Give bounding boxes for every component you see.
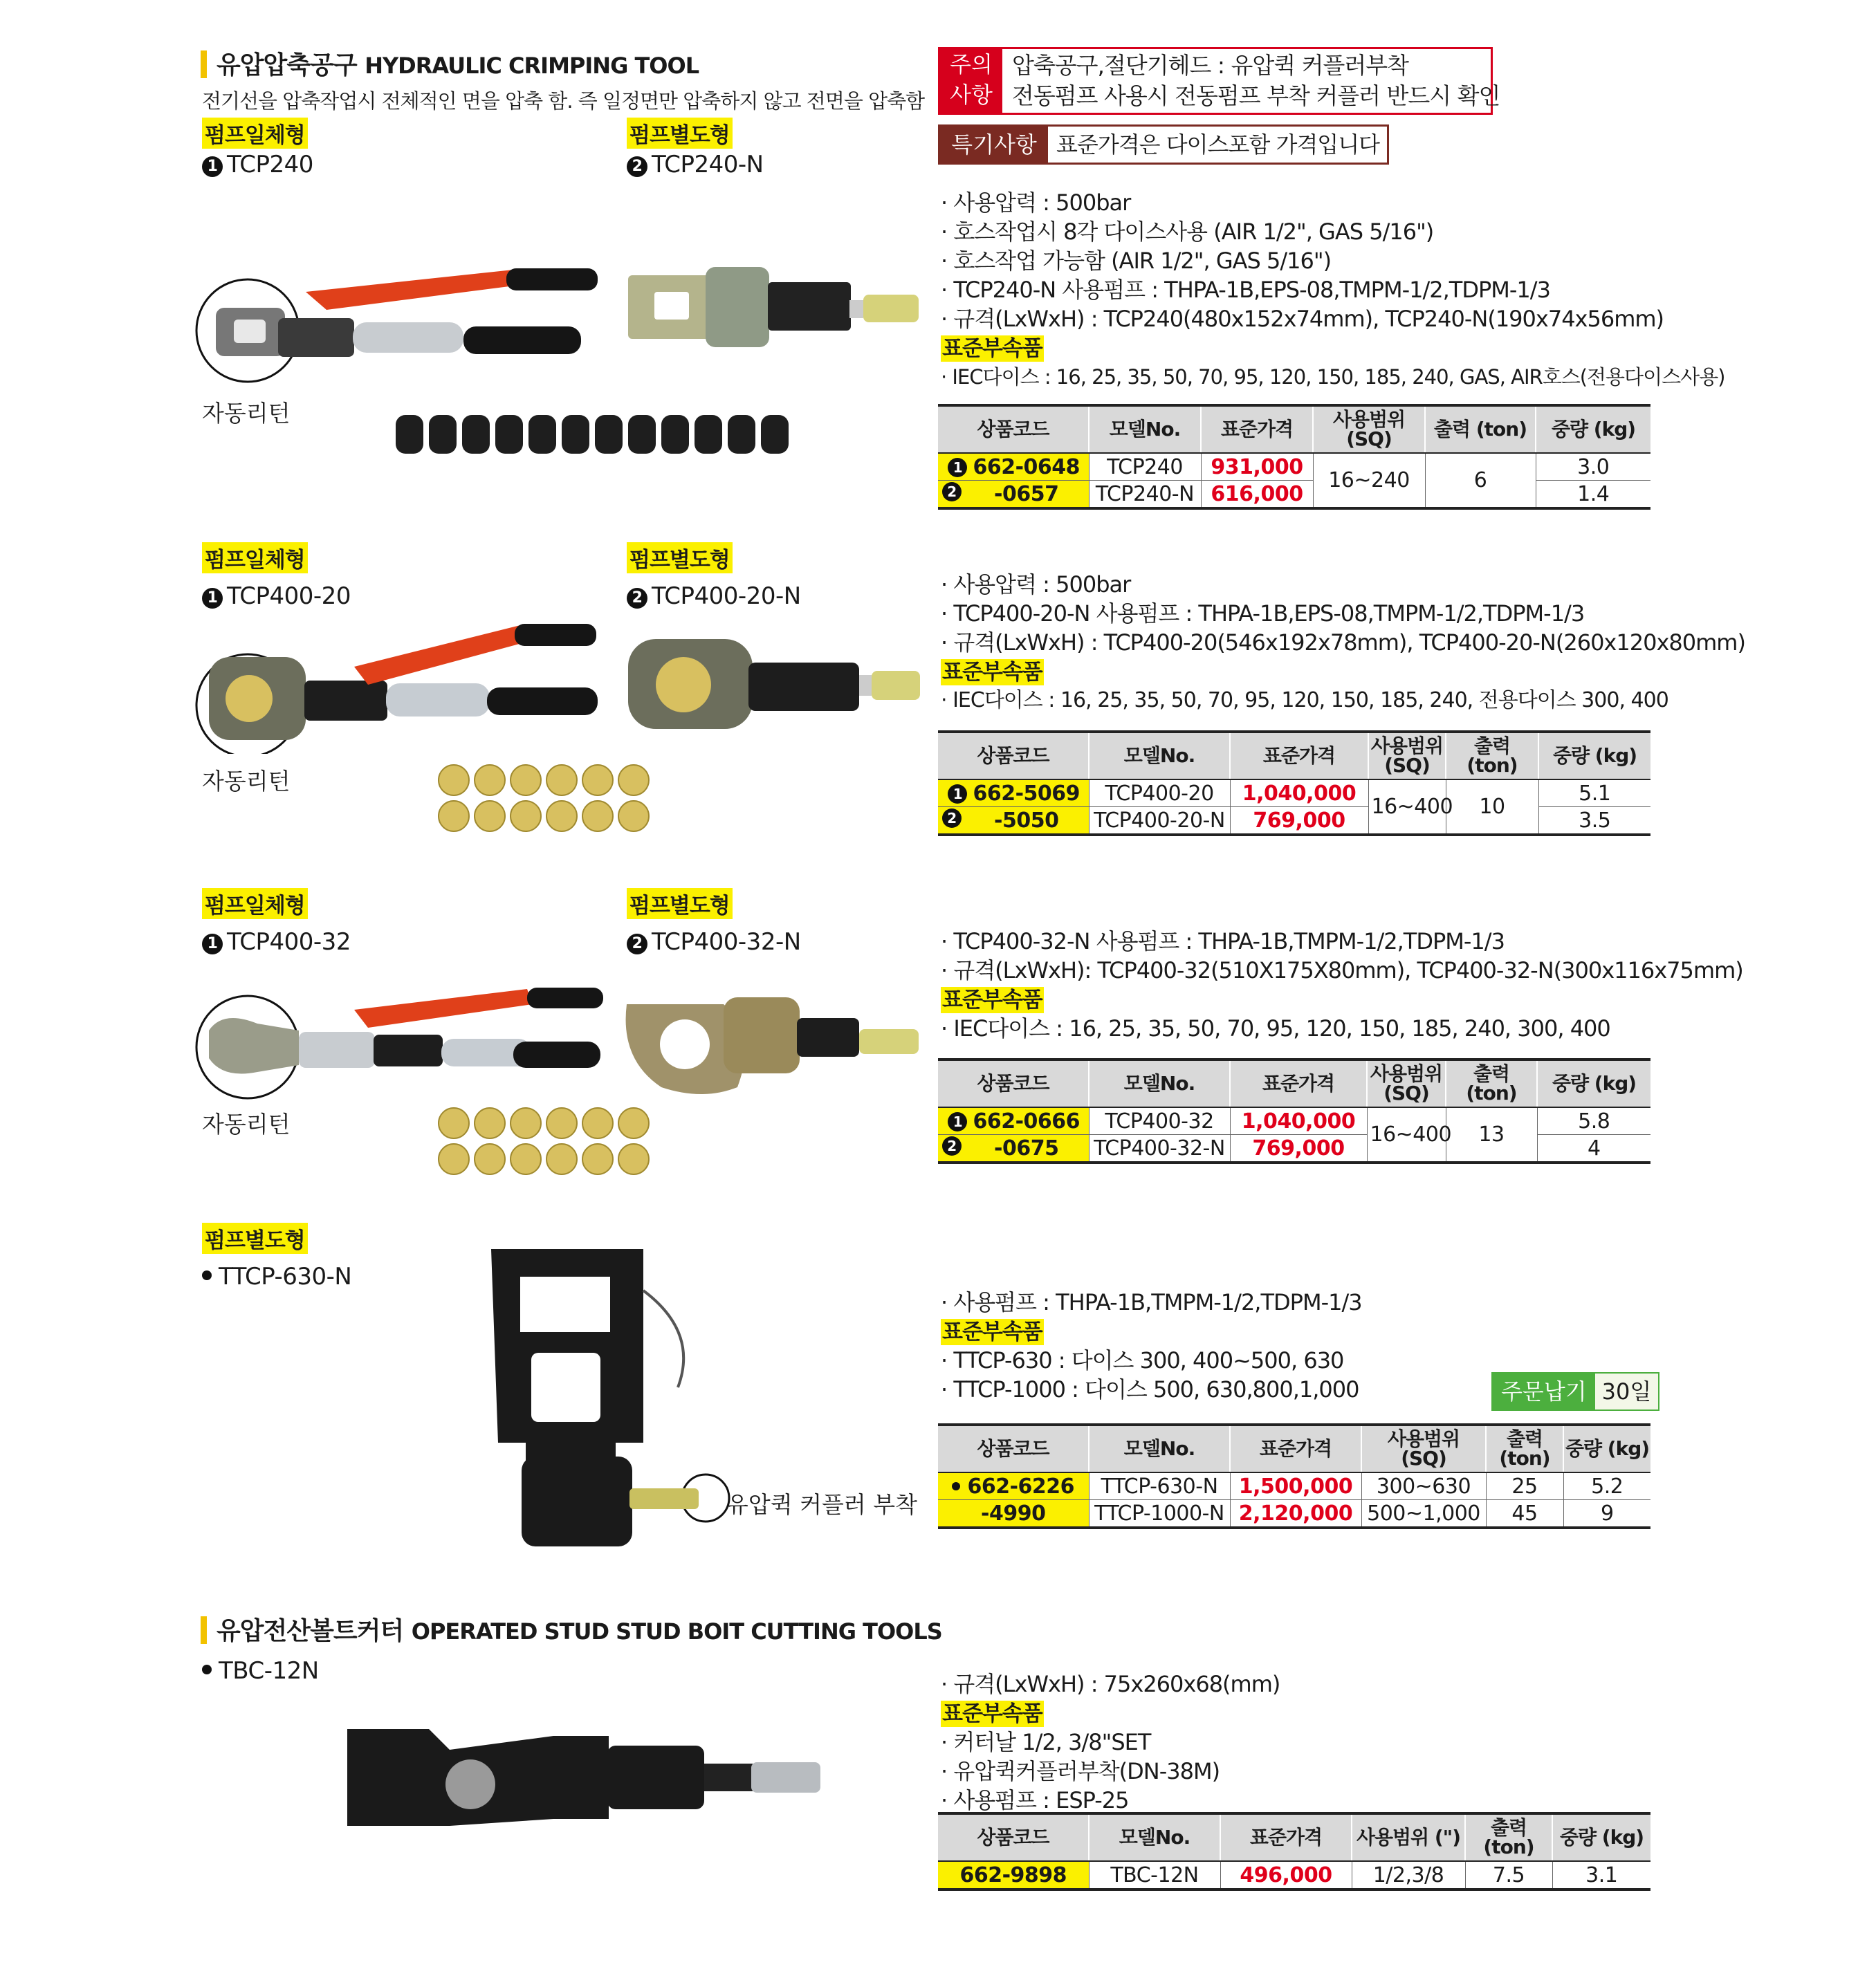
cutter-section-title: 유압전산볼트커터 OPERATED STUD STUD BOIT CUTTING TOOLS: [201, 1611, 942, 1647]
pump-integrated-tag: 펌프일체형: [202, 118, 308, 149]
crimping-tool-image: [195, 982, 617, 1100]
model-label: 1 TCP240: [202, 151, 313, 178]
auto-return-label: 자동리턴: [202, 400, 291, 427]
dies-set-image: [436, 761, 664, 837]
product-table: 상품코드 모델No. 표준가격 사용범위 (SQ) 출력 (ton) 중량 (kg) 662-6226 TTCP-630-N 1,500,000 300~630 25 5.2 -4990 TTCP-1000-N 2,120,000 500~1,000 45 9: [938, 1423, 1650, 1529]
pump-integrated-tag: 펌프일체형: [202, 542, 308, 573]
coupler-note: 유압퀵 커플러 부착: [726, 1491, 918, 1518]
table-row: 2 -0675 TCP400-32-N 769,000 4: [938, 1135, 1650, 1163]
pump-separate-tag: 펌프별도형: [202, 1223, 308, 1254]
spec-list: · 사용압력 : 500bar · TCP400-20-N 사용펌프 : THPA-1B,EPS-08,TMPM-1/2,TDPM-1/3 · 규격(LxWxH) : TCP400-20(546x192x78mm), TCP400-20-N(260x120x80mm) 표준부속품 · IEC다이스 : 16, 25, 35, 50, 70, 95, 120, 150, 185, 240, 전용다이스 300, 400: [941, 571, 1745, 712]
product-table: 상품코드 모델No. 표준가격 사용범위 (SQ) 출력 (ton) 중량 (kg) 1 662-0648 TCP240 931,000 16~240 6 3.0 2 -0657 TCP240-N 616,000 1.4: [938, 404, 1650, 510]
delivery-badge: 주문납기 30일: [1491, 1372, 1659, 1411]
auto-return-label: 자동리턴: [202, 1111, 291, 1138]
dies-set-image: [393, 409, 790, 459]
section-description: 전기선을 압축작업시 전체적인 면을 압축 함. 즉 일정면만 압축하지 않고 전면을 압축함: [202, 89, 925, 113]
pump-separate-tag: 펌프별도형: [627, 542, 733, 573]
spec-list: · 사용압력 : 500bar · 호스작업시 8각 다이스사용 (AIR 1/2", GAS 5/16") · 호스작업 가능함 (AIR 1/2", GAS 5/16") · TCP240-N 사용펌프 : THPA-1B,EPS-08,TMPM-1/2,TDPM-1/3 · 규격(LxWxH) : TCP240(480x152x74mm), TCP240-N(190x74x56mm) 표준부속품 · IEC다이스 : 16, 25, 35, 50, 70, 95, 120, 150, 185, 240, GAS, AIR호스(전용다이스사용): [941, 190, 1725, 389]
auto-return-label: 자동리턴: [202, 768, 291, 795]
table-row: 1 662-5069 TCP400-20 1,040,000 16~400 10 5.1: [938, 779, 1650, 807]
accessory-tag: 표준부속품: [942, 1320, 1042, 1344]
product-table: 상품코드 모델No. 표준가격 사용범위 (SQ) 출력 (ton) 중량 (kg) 1 662-5069 TCP400-20 1,040,000 16~400 10 5.1 2 -5050 TCP400-20-N 769,000 3.5: [938, 730, 1650, 836]
spec-list: · 규격(LxWxH) : 75x260x68(mm) 표준부속품 · 커터날 1/2, 3/8"SET · 유압퀵커플러부착(DN-38M) · 사용펌프 : ESP-25: [941, 1671, 1280, 1813]
dies-set-image: [436, 1104, 664, 1180]
table-row: 662-9898 TBC-12N 496,000 1/2,3/8 7.5 3.1: [938, 1861, 1650, 1889]
pump-integrated-tag: 펌프일체형: [202, 888, 308, 919]
section-title: 유압압축공구 HYDRAULIC CRIMPING TOOL: [201, 46, 699, 81]
spec-list: · TCP400-32-N 사용펌프 : THPA-1B,TMPM-1/2,TDPM-1/3 · 규격(LxWxH): TCP400-32(510X175X80mm), TCP400-32-N(300x116x75mm) 표준부속품 · IEC다이스 : 16, 25, 35, 50, 70, 95, 120, 150, 185, 240, 300, 400: [941, 928, 1743, 1042]
notice-box: [938, 47, 1500, 115]
product-table: 상품코드 모델No. 표준가격 사용범위 (") 출력 (ton) 중량 (kg) 662-9898 TBC-12N 496,000 1/2,3/8 7.5 3.1: [938, 1812, 1650, 1891]
accessory-tag: 표준부속품: [942, 988, 1042, 1013]
title-accent-bar: [201, 50, 207, 78]
bolt-cutter-image: [346, 1722, 823, 1833]
product-table: 상품코드 모델No. 표준가격 사용범위 (SQ) 출력 (ton) 중량 (kg) 1 662-0666 TCP400-32 1,040,000 16~400 13 5.8 2 -0675 TCP400-32-N 769,000 4: [938, 1058, 1650, 1164]
crimping-head-image: [624, 261, 921, 351]
table-row: 662-6226 TTCP-630-N 1,500,000 300~630 25 5.2: [938, 1472, 1650, 1500]
ttcp-tool-image: [470, 1242, 733, 1560]
accessory-tag: 표준부속품: [942, 1701, 1042, 1726]
table-row: 1 662-0648 TCP240 931,000 16~240 6 3.0: [938, 453, 1650, 481]
title-accent-bar: [201, 1616, 207, 1644]
spec-list: · 사용펌프 : THPA-1B,TMPM-1/2,TDPM-1/3 표준부속품 · TTCP-630 : 다이스 300, 400~500, 630 · TTCP-1000 : 다이스 500, 630,800,1,000: [941, 1289, 1362, 1403]
table-row: 2 -0657 TCP240-N 616,000 1.4: [938, 481, 1650, 509]
model-label: 1 TCP400-20: [202, 582, 351, 610]
special-note-label: 특기사항: [940, 127, 1048, 163]
table-row: -4990 TTCP-1000-N 2,120,000 500~1,000 45 9: [938, 1500, 1650, 1528]
table-row: 1 662-0666 TCP400-32 1,040,000 16~400 13 5.8: [938, 1107, 1650, 1135]
model-label: TBC-12N: [202, 1657, 319, 1685]
notice-label: 주의 사항: [940, 49, 1002, 113]
model-label: 1 TCP400-32: [202, 928, 351, 956]
table-row: 2 -5050 TCP400-20-N 769,000 3.5: [938, 807, 1650, 835]
notice-line-1: 압축공구,절단기헤드 : 유압퀵 커플러부착: [1012, 52, 1409, 79]
crimping-tool-image: [195, 256, 617, 394]
model-label: TTCP-630-N: [202, 1263, 351, 1291]
crimping-tool-image: [195, 609, 617, 754]
model-label: 2 TCP240-N: [627, 151, 764, 178]
model-label: 2 TCP400-32-N: [627, 928, 801, 956]
crimping-head-image: [620, 990, 921, 1101]
notice-line-2: 전동펌프 사용시 전동펌프 부착 커플러 반드시 확인: [1012, 82, 1500, 109]
pump-separate-tag: 펌프별도형: [627, 888, 733, 919]
accessory-tag: 표준부속품: [942, 336, 1042, 361]
pump-separate-tag: 펌프별도형: [627, 118, 733, 149]
special-note-text: 표준가격은 다이스포함 가격입니다: [1056, 131, 1380, 158]
model-label: 2 TCP400-20-N: [627, 582, 801, 610]
accessory-tag: 표준부속품: [942, 660, 1042, 685]
special-note-box: [938, 124, 1389, 165]
crimping-head-image: [624, 631, 921, 734]
